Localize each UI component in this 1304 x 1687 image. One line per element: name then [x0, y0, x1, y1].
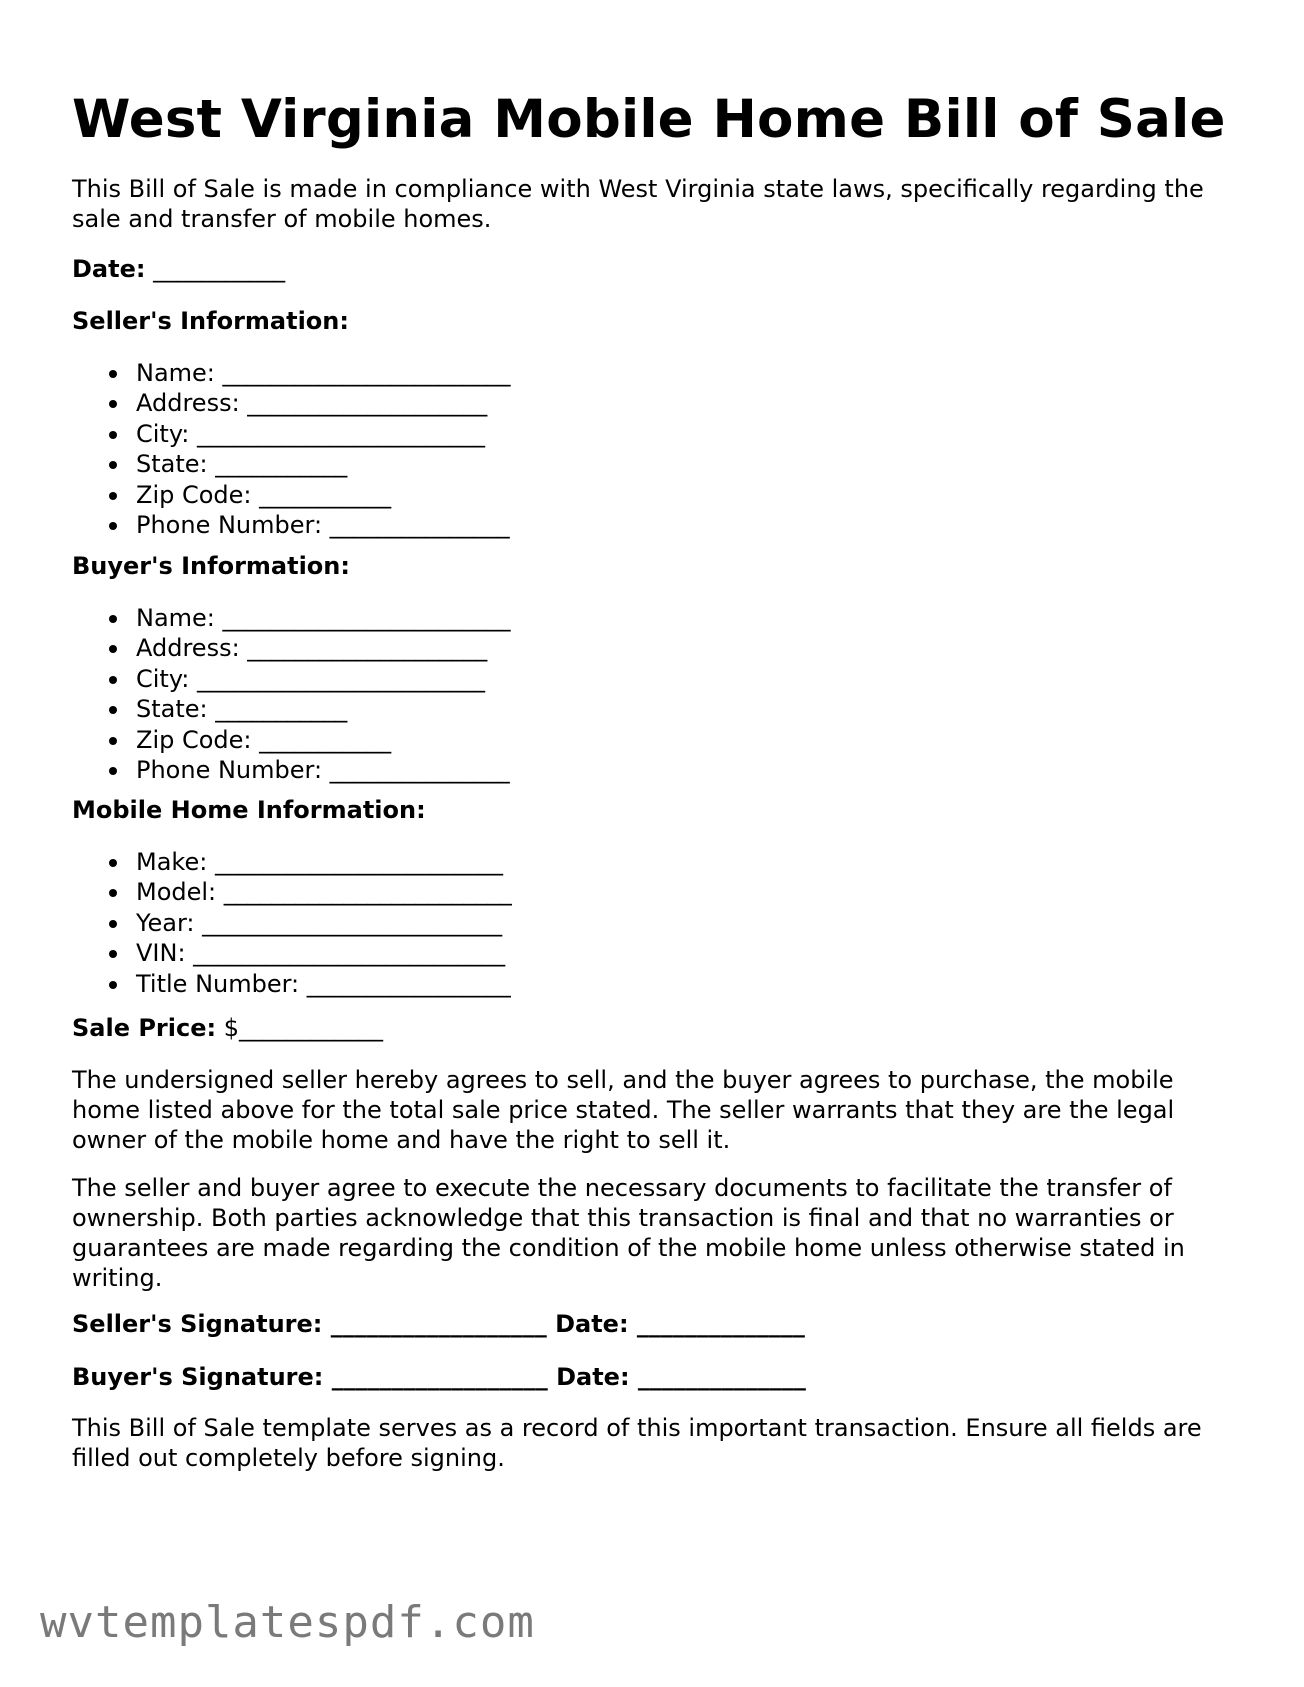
buyer-fields-list	[72, 603, 511, 785]
buyer-field-item: Phone Number: _______________	[72, 755, 511, 785]
document-title: West Virginia Mobile Home Bill of Sale	[72, 89, 1226, 150]
buyer-heading: Buyer's Information:	[72, 552, 350, 580]
mobile-home-field-item: Model: ________________________	[72, 877, 512, 907]
mobile-home-field-item: Year: _________________________	[72, 908, 512, 938]
closing-paragraph: This Bill of Sale template serves as a record of this important transaction. Ensure all fields are filled out completely before signing.	[72, 1414, 1202, 1472]
mobile-home-heading: Mobile Home Information:	[72, 796, 426, 824]
buyer-field-item: Name: ________________________	[72, 603, 511, 633]
mobile-home-fields-list	[72, 847, 512, 999]
buyer-field-item: State: ___________	[72, 694, 511, 724]
date-label: Date:	[72, 255, 146, 283]
seller-field-item: City: ________________________	[72, 419, 511, 449]
intro-paragraph: This Bill of Sale is made in compliance with West Virginia state laws, specifically regarding the sale and transfer of mobile homes.	[72, 175, 1204, 233]
buyer-signature-line: Buyer's Signature: __________________ Date: ______________	[72, 1363, 806, 1391]
mobile-home-field-item: Make: ________________________	[72, 847, 512, 877]
seller-field-item: State: ___________	[72, 449, 511, 479]
agreement-paragraph: The undersigned seller hereby agrees to sell, and the buyer agrees to purchase, the mobile home listed above for the total sale price stated. The seller warrants that they are the legal owner of the mobile home and have the right to sell it.	[72, 1066, 1175, 1154]
buyer-field-item: Address: ____________________	[72, 633, 511, 663]
seller-heading: Seller's Information:	[72, 307, 349, 335]
buyer-field-item: City: ________________________	[72, 664, 511, 694]
buyer-field-item: Zip Code: ___________	[72, 725, 511, 755]
seller-field-item: Address: ____________________	[72, 388, 511, 418]
seller-signature-line: Seller's Signature: __________________ Date: ______________	[72, 1310, 805, 1338]
seller-field-item: Phone Number: _______________	[72, 510, 511, 540]
site-watermark: wvtemplatespdf.com	[40, 1597, 535, 1648]
mobile-home-field-item: VIN: __________________________	[72, 938, 512, 968]
date-line	[72, 254, 285, 284]
sale-price-label: Sale Price:	[72, 1014, 217, 1042]
date-blank: ___________	[153, 255, 286, 283]
transfer-paragraph: The seller and buyer agree to execute the necessary documents to facilitate the transfer of ownership. Both parties acknowledge that this transaction is final and that no warranties or guarantees are made regarding the condition of the mobile home unless otherwise stated in writing.	[72, 1174, 1185, 1292]
seller-fields-list	[72, 358, 511, 540]
seller-field-item: Name: ________________________	[72, 358, 511, 388]
mobile-home-field-item: Title Number: _________________	[72, 969, 512, 999]
sale-price-blank: $____________	[223, 1014, 384, 1042]
sale-price-line	[72, 1013, 383, 1043]
seller-field-item: Zip Code: ___________	[72, 480, 511, 510]
